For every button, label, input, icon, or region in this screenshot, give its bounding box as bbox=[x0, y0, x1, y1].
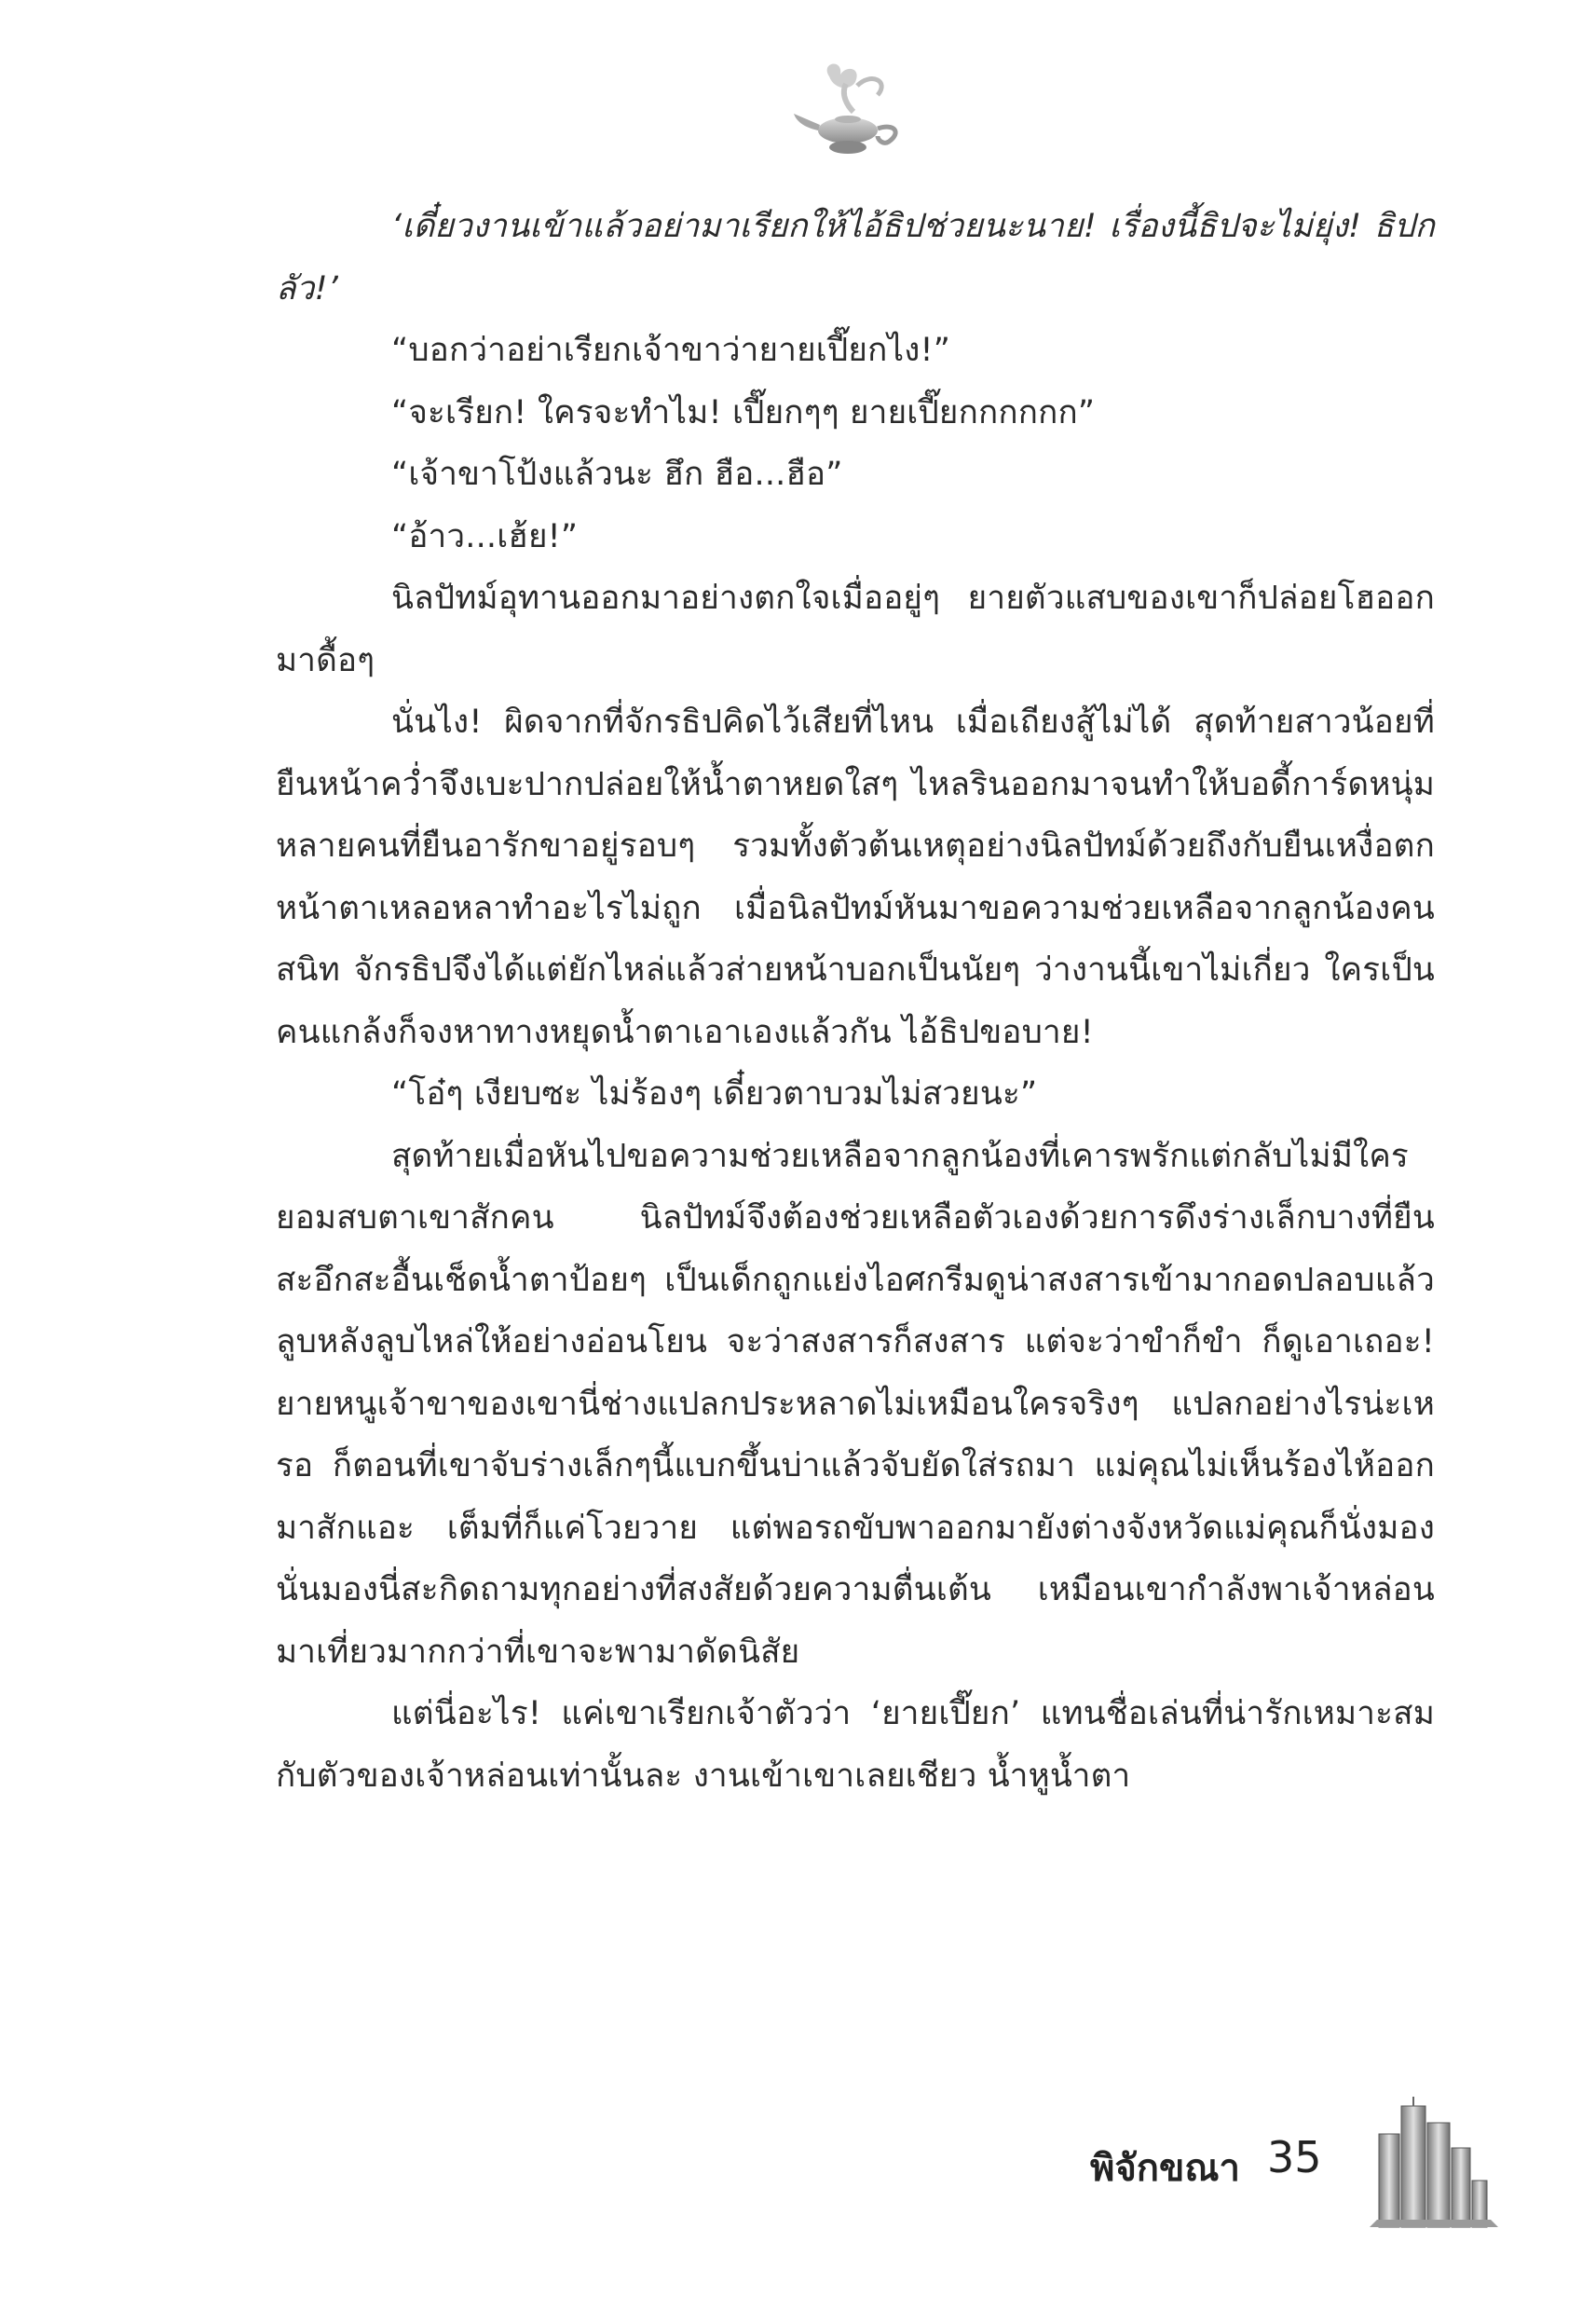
paragraph: นั่นไง! ผิดจากที่จักรธิปคิดไว้เสียที่ไหน เมื่อเถียงสู้ไม่ได้ สุดท้ายสาวน้อยที่ยืนหน้าคว่ำจึงเบะปากปล่อยให้น้ำตาหยดใสๆ ไหลรินออกมาจนทำให้บอดี้การ์ดหนุ่มหลายคนที่ยืนอารักขาอยู่รอบๆ รวมทั้งตัวต้นเหตุอย่างนิลปัทม์ด้วยถึงกับยืนเหงื่อตกหน้าตาเหลอหลาทำอะไรไม่ถูก เมื่อนิลปัทม์หันมาขอความช่วยเหลือจากลูกน้องคนสนิท จักรธิปจึงได้แต่ยักไหล่แล้วส่ายหน้าบอกเป็นนัยๆ ว่างานนี้เขาไม่เกี่ยว ใครเป็นคนแกล้งก็จงหาทางหยุดน้ำตาเอาเองแล้วกัน ไอ้ธิปขอบาย! bbox=[276, 704, 1435, 1051]
body-text bbox=[276, 196, 1435, 1807]
dialogue-line: “เจ้าขาโป้งแล้วนะ ฮึก ฮือ...ฮือ” bbox=[391, 456, 843, 493]
magic-lamp-icon bbox=[792, 58, 913, 170]
dialogue-line: “จะเรียก! ใครจะทำไม! เปี๊ยกๆๆ ยายเปี๊ยกกกกกก” bbox=[391, 393, 1096, 431]
city-buildings-icon bbox=[1360, 2097, 1500, 2236]
paragraph: สุดท้ายเมื่อหันไปขอความช่วยเหลือจากลูกน้องที่เคารพรักแต่กลับไม่มีใครยอมสบตาเขาสักคน นิลปัทม์จึงต้องช่วยเหลือตัวเองด้วยการดึงร่างเล็กบางที่ยืนสะอึกสะอื้นเช็ดน้ำตาป้อยๆ เป็นเด็กถูกแย่งไอศกรีมดูน่าสงสารเข้ามากอดปลอบแล้วลูบหลังลูบไหล่ให้อย่างอ่อนโยน จะว่าสงสารก็สงสาร แต่จะว่าขำก็ขำ ก็ดูเอาเถอะ! ยายหนูเจ้าขาของเขานี่ช่างแปลกประหลาดไม่เหมือนใครจริงๆ แปลกอย่างไรน่ะเหรอ ก็ตอนที่เขาจับร่างเล็กๆนี้แบกขึ้นบ่าแล้วจับยัดใส่รถมา แม่คุณไม่เห็นร้องไห้ออกมาสักแอะ เต็มที่ก็แค่โวยวาย แต่พอรถขับพาออกมายังต่างจังหวัดแม่คุณก็นั่งมองนั่นมองนี่สะกิดถามทุกอย่างที่สงสัยด้วยความตื่นเต้น เหมือนเขากำลังพาเจ้าหล่อนมาเที่ยวมากกว่าที่เขาจะพามาดัดนิสัย bbox=[276, 1137, 1435, 1671]
paragraph: ‘เดี๋ยวงานเข้าแล้วอย่ามาเรียกให้ไอ้ธิปช่วยนะนาย! เรื่องนี้ธิปจะไม่ยุ่ง! ธิปกลัว!’ bbox=[276, 208, 1435, 308]
paragraph: นิลปัทม์อุทานออกมาอย่างตกใจเมื่ออยู่ๆ ยายตัวแสบของเขาก็ปล่อยโฮออกมาดื้อๆ bbox=[276, 580, 1435, 679]
dialogue-line: “บอกว่าอย่าเรียกเจ้าขาว่ายายเปี๊ยกไง!” bbox=[391, 332, 951, 369]
dialogue-line: “อ้าว...เฮ้ย!” bbox=[391, 517, 579, 555]
paragraph: แต่นี่อะไร! แค่เขาเรียกเจ้าตัวว่า ‘ยายเปี๊ยก’ แทนชื่อเล่นที่น่ารักเหมาะสมกับตัวของเจ้าหล่อนเท่านั้นละ งานเข้าเขาเลยเชียว น้ำหูน้ำตา bbox=[276, 1695, 1435, 1795]
page-footer bbox=[1090, 2097, 1537, 2236]
page-number: 35 bbox=[1267, 2132, 1322, 2182]
book-title: พิจักขณา bbox=[1090, 2147, 1240, 2190]
dialogue-line: “โอ๋ๆ เงียบซะ ไม่ร้องๆ เดี๋ยวตาบวมไม่สวยนะ” bbox=[391, 1075, 1038, 1113]
